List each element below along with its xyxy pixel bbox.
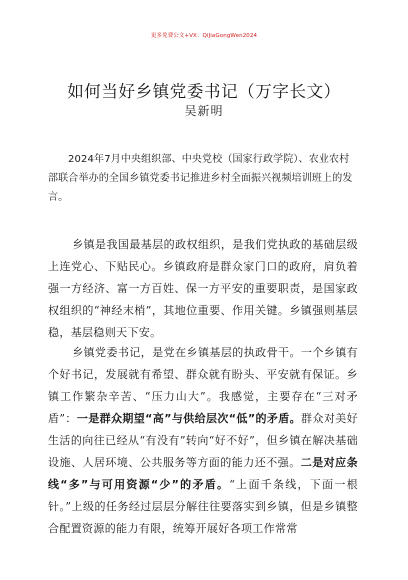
bold-point-1: 一是群众期望“高”与供给层次“低”的矛盾。 bbox=[76, 412, 302, 425]
document-author: 吴新明 bbox=[184, 104, 224, 118]
paragraph-segment: 乡镇党委书记，是党在乡镇基层的执政骨干。一个乡镇有个好书记，发展就有希望、群众就有盼头、平安就有保证。乡镇工作繁杂辛苦、“压力山大”。我感觉，主要存在“三对矛盾”： bbox=[48, 346, 358, 425]
body-paragraph-2 bbox=[48, 342, 358, 540]
bold-point-2: 二是对应条线“多”与可用资源“少”的矛盾。 bbox=[48, 456, 358, 491]
paragraph-segment: “上面千条线，下面一根针。”上级的任务经过层层分解往往要落实到乡镇，但是乡镇整合配置资源的能力有限，统筹开展好各项工作常常 bbox=[48, 478, 358, 535]
intro-paragraph: 2024年7月中央组织部、中央党校（国家行政学院）、农业农村部联合举办的全国乡镇党委书记推进乡村全面振兴视频培训班上的发言。 bbox=[48, 154, 353, 203]
paragraph-segment: 群众对美好生活的向往已经从“有没有”转向“好不好”，但乡镇在解决基础设施、人居环境、公共服务等方面的能力还不强。 bbox=[48, 412, 358, 469]
paragraph-text: 乡镇是我国最基层的政权组织，是我们党执政的基础层级上连党心、下贴民心。乡镇政府是群众家门口的政府，肩负着强一方经济、富一方百姓、保一方平安的重要职责，是国家政权组织的“神经末梢”，其地位重要、作用关键。乡镇强则基层稳，基层稳则天下安。 bbox=[48, 238, 358, 339]
document-title: 如何当好乡镇党委书记（万字长文） bbox=[67, 82, 341, 101]
body-paragraph-1 bbox=[48, 234, 358, 344]
paragraph-text bbox=[48, 342, 358, 540]
watermark-text: 更多免费公文+VX：QiJiaGongWen2024 bbox=[150, 33, 258, 39]
